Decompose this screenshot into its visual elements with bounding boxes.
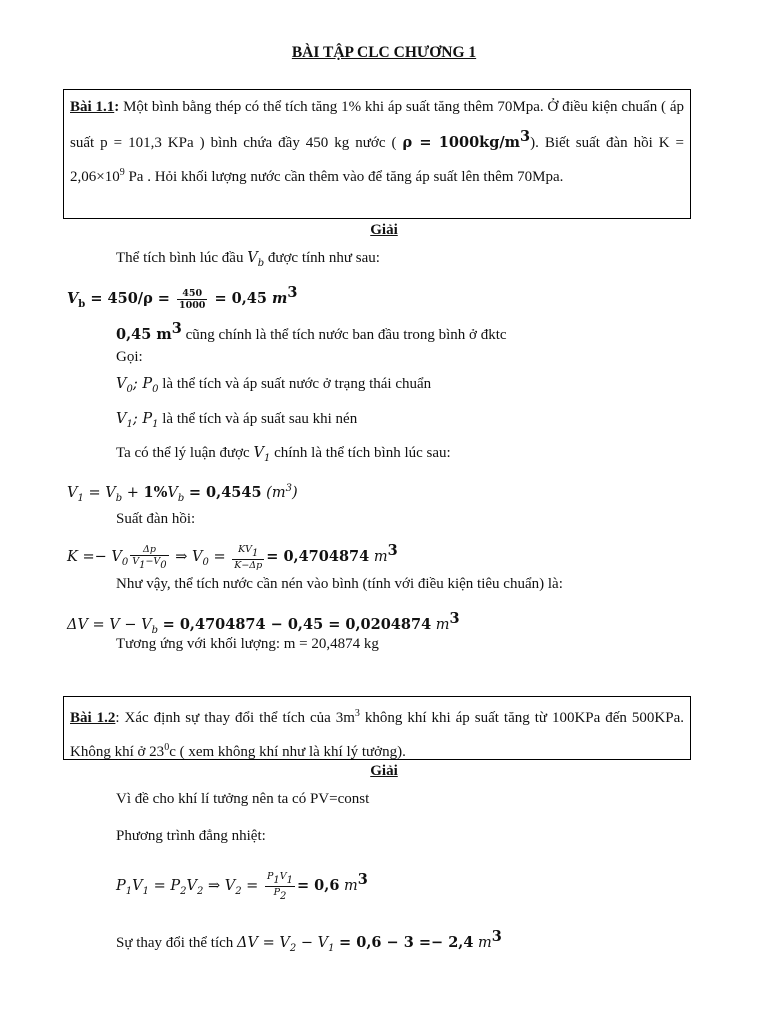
problem-2-box (63, 696, 691, 760)
equation-v1: $V_1 = V_b + 1\%V_b = 0,4545$ $(m^3)$ (67, 483, 298, 504)
solution-2-line-2: Phương trình đẳng nhiệt: (116, 828, 266, 844)
solution-1-line-3: Gọi: (116, 349, 143, 365)
equation-isothermal: $P_1V_1 = P_2V_2$ ⇒ $V_2$ = $\frac{P_1V_1}{P_2}$ = 0,6 $m^3$ (116, 871, 368, 903)
page-title: BÀI TẬP CLC CHƯƠNG 1 (291, 44, 477, 61)
problem-1-label: Bài 1.1 (70, 99, 115, 115)
solution-2-heading: Giải (370, 763, 398, 779)
solution-1-line-1: Thể tích bình lúc đầu $V_b$ được tính như sau: (116, 250, 380, 269)
solution-1-line-9: Tương ứng với khối lượng: m = 20,4874 kg (116, 636, 379, 652)
solution-1-line-5: $V_1$; $P_1$ là thể tích và áp suất sau khi nén (116, 411, 358, 430)
problem-1-text: Bài 1.1: Một bình bằng thép có thể tích tăng 1% khi áp suất tăng thêm 70Mpa. Ở điều kiện chuẩn ( áp suất p = 101,3 KPa ) bình chứa đầy 450 kg nước ( $\rho = 1000kg/m^3$). Biết suất đàn hồi $K = 2,06\times 10^9$ Pa . Hỏi khối lượng nước cần thêm vào để tăng áp suất lên thêm 70Mpa. (70, 99, 685, 185)
solution-2-line-1: Vì đề cho khí lí tưởng nên ta có PV=const (116, 791, 370, 807)
problem-1-box (63, 89, 691, 219)
density-formula: ρ = 1000kg/m (402, 134, 520, 151)
solution-1-line-8: Như vậy, thể tích nước cần nén vào bình (tính với điều kiện tiêu chuẩn) là: (116, 576, 563, 592)
solution-1-line-4: $V_0$; $P_0$ là thể tích và áp suất nước ở trạng thái chuẩn (116, 376, 432, 395)
solution-1-heading: Giải (370, 222, 398, 238)
solution-1-line-6: Ta có thể lý luận được $V_1$ chính là thể tích bình lúc sau: (116, 445, 451, 464)
equation-vb: $V_b = 450/\rho$ = $\frac{450}{1000}$ = 0,45 $m^3$ (67, 284, 298, 312)
solution-2-line-3: Sự thay đổi thể tích $\Delta V = V_2 - V_1 = 0,6 - 3 =- 2,4$ $m^3$ (116, 928, 502, 954)
equation-delta-v: $\Delta V = V - V_b = 0,4704874 - 0,45 = 0,0204874$ $m^3$ (67, 610, 460, 636)
problem-2-text: Bài 1.2: Xác định sự thay đổi thể tích của $3m^3$ không khí khi áp suất tăng từ 100KPa đến 500KPa. Không khí ở $23^0c$ ( xem không khí như là khí lý tưởng). (70, 708, 684, 760)
solution-1-line-2: 0,45 $m^3$ cũng chính là thể tích nước ban đầu trong bình ở đktc (116, 320, 507, 343)
equation-elastic-modulus: $K =- V_0$ $\frac{\Delta p}{V_1-V_0}$ ⇒ $V_0$ = $\frac{KV_1}{K-\Delta p}$ = 0,4704874 $m^3$ (67, 542, 398, 572)
solution-1-line-7: Suất đàn hồi: (116, 511, 196, 527)
problem-2-label: Bài 1.2 (70, 710, 116, 726)
